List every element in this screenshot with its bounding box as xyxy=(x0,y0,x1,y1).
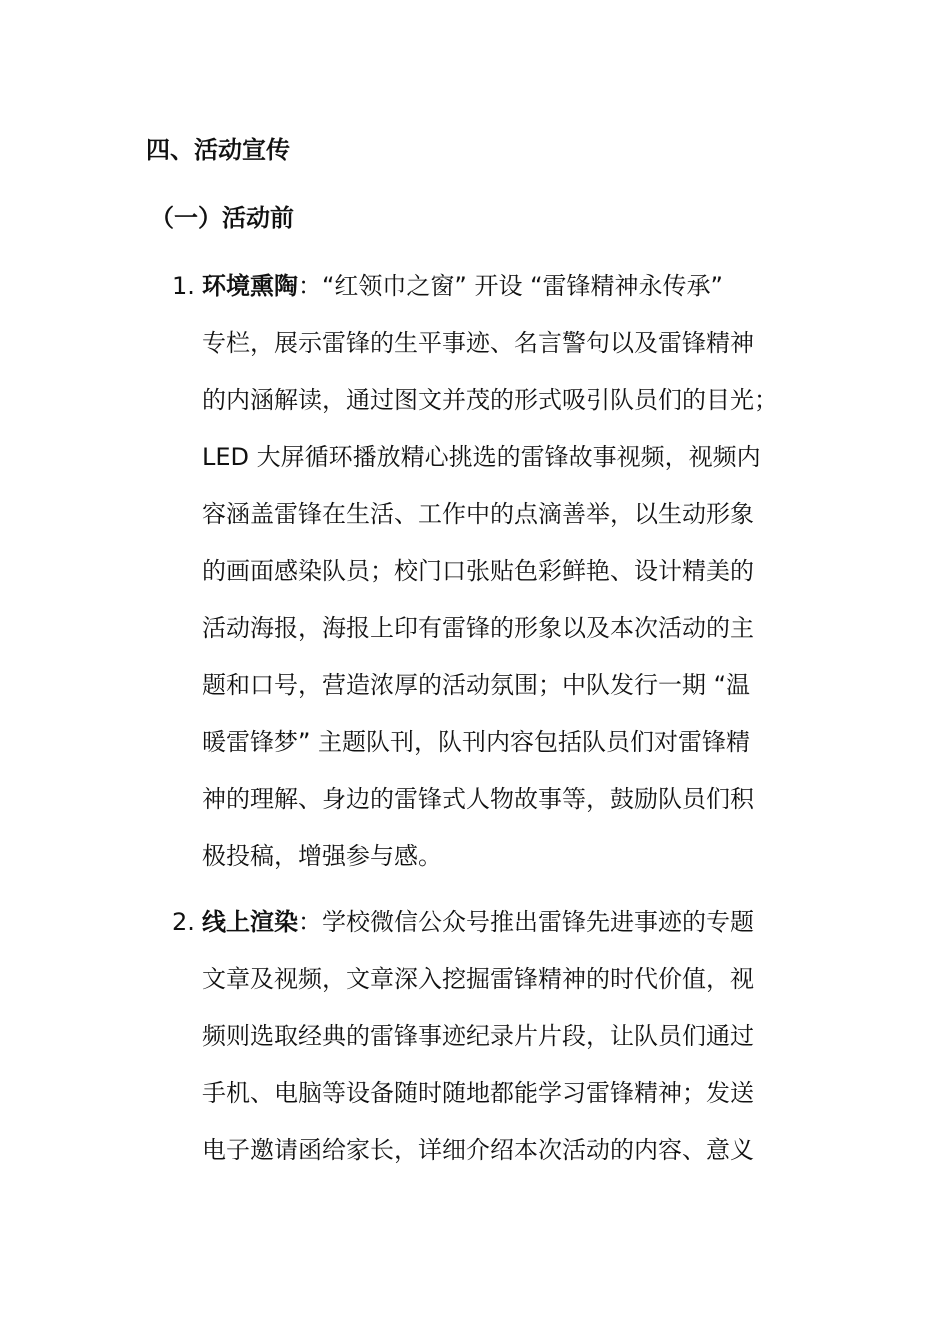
text-line: 文章及视频，文章深入挖掘雷锋精神的时代价值，视 xyxy=(202,965,754,993)
text-line: 暖雷锋梦” 主题队刊，队刊内容包括队员们对雷锋精 xyxy=(202,728,751,756)
text-line: 手机、电脑等设备随时随地都能学习雷锋精神；发送 xyxy=(202,1079,754,1107)
list-item-number: 2. xyxy=(172,908,195,936)
section-heading: 四、活动宣传 xyxy=(146,136,290,164)
text-line: 专栏，展示雷锋的生平事迹、名言警句以及雷锋精神 xyxy=(202,329,754,357)
text-line: 的画面感染队员；校门口张贴色彩鲜艳、设计精美的 xyxy=(202,557,754,585)
text-line: LED 大屏循环播放精心挑选的雷锋故事视频，视频内 xyxy=(202,443,761,471)
text-line: 电子邀请函给家长，详细介绍本次活动的内容、意义 xyxy=(202,1136,754,1164)
text-line: 频则选取经典的雷锋事迹纪录片片段，让队员们通过 xyxy=(202,1022,754,1050)
text-line-content: ：“红领巾之窗” 开设 “雷锋精神永传承” xyxy=(298,272,723,300)
text-line: 活动海报，海报上印有雷锋的形象以及本次活动的主 xyxy=(202,614,754,642)
list-item-text xyxy=(202,258,812,885)
list-item-number: 1. xyxy=(172,272,195,300)
text-line xyxy=(202,894,812,951)
list-item-text xyxy=(202,894,812,1179)
text-line: 容涵盖雷锋在生活、工作中的点滴善举，以生动形象 xyxy=(202,500,754,528)
text-line: 极投稿，增强参与感。 xyxy=(202,842,442,870)
text-line: 的内涵解读，通过图文并茂的形式吸引队员们的目光； xyxy=(202,386,778,414)
text-line-content: ：学校微信公众号推出雷锋先进事迹的专题 xyxy=(298,908,754,936)
text-line: 神的理解、身边的雷锋式人物故事等，鼓励队员们积 xyxy=(202,785,754,813)
item-lead-term: 环境熏陶 xyxy=(202,272,298,300)
text-line: 题和口号，营造浓厚的活动氛围；中队发行一期 “温 xyxy=(202,671,751,699)
subsection-heading: （一）活动前 xyxy=(150,204,294,232)
item-lead-term: 线上渲染 xyxy=(202,908,298,936)
text-line xyxy=(202,258,812,315)
